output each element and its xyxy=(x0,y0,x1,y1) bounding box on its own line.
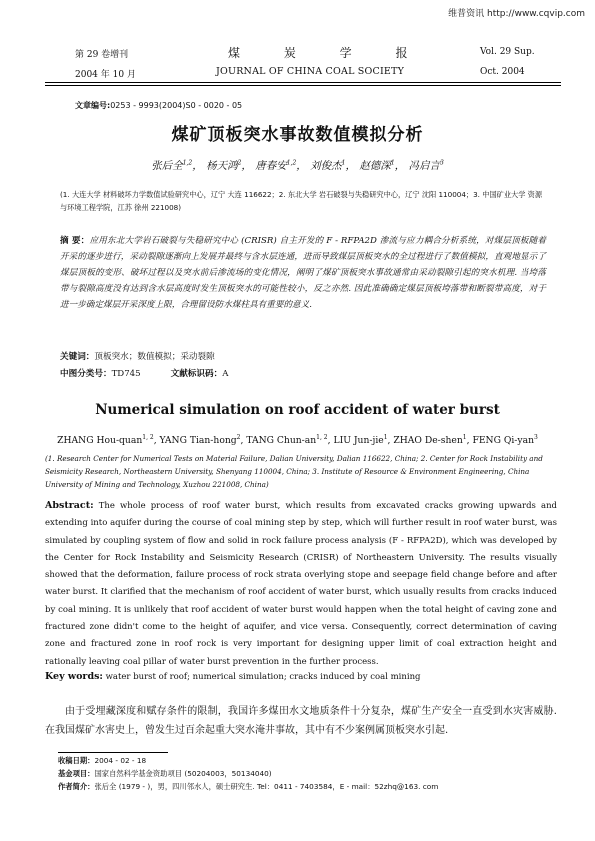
title-en: Numerical simulation on roof accident of water burst xyxy=(95,402,500,418)
keywords-cn: 关键词：顶板突水；数值模拟；采动裂隙 xyxy=(60,352,215,362)
header-volume-en: Vol. 29 Sup. xyxy=(480,47,535,57)
header-journal-cn: 煤 炭 学 报 xyxy=(228,46,428,60)
header-date-en: Oct. 2004 xyxy=(480,67,525,77)
abstract-en xyxy=(45,497,557,671)
header-date-cn: 2004 年 10 月 xyxy=(75,70,136,80)
header-journal-en: JOURNAL OF CHINA COAL SOCIETY xyxy=(216,66,405,77)
authors-en: ZHANG Hou-quan$^{1, 2}$, YANG Tian-hong$^2$, TANG Chun-an$^{1, 2}$, LIU Jun-jie$^1$, ZHAO De-shen$^1$, FENG Qi-yan$^3$ xyxy=(57,434,538,447)
header-volume-cn: 第 29 卷增刊 xyxy=(75,50,129,60)
header-rule-thin xyxy=(45,85,561,86)
header-rule-thick xyxy=(45,82,561,83)
abstract-en-label: Abstract: xyxy=(45,500,94,511)
title-cn: 煤矿顶板突水事故数值模拟分析 xyxy=(171,125,424,145)
footnote-author-bio: 作者简介：张后全 (1979 - )，男，四川邻水人，硕士研究生. Tel：0411 - 7403584，E - mail：52zhq@163. com xyxy=(58,782,439,791)
affiliations-cn: (1. 大连大学 材料破坏力学数值试验研究中心，辽宁 大连 116622；2. 东北大学 岩石破裂与失稳研究中心，辽宁 沈阳 110004；3. 中国矿业大学 资源与环境工程学院，江苏 徐州 221008) xyxy=(60,190,543,212)
footnote-received: 收稿日期：2004 - 02 - 18 xyxy=(58,756,147,765)
abstract-cn xyxy=(60,233,546,313)
authors-cn: 张后全$^{1,2}$， 杨天鸿$^2$， 唐春安$^{1,2}$， 刘俊杰$^1$， 赵德深$^1$， 冯启言$^3$ xyxy=(151,159,444,172)
footnote-funding: 基金项目：国家自然科学基金资助项目 (50204003，50134040) xyxy=(58,769,272,778)
body-paragraph: 由于受埋藏深度和赋存条件的限制，我国许多煤田水文地质条件十分复杂，煤矿生产安全一直受到水灾害威胁. 在我国煤矿水害史上，曾发生过百余起重大突水淹井事故，其中有不少案例属顶板突水引起. xyxy=(45,706,557,736)
abstract-cn-label: 摘 要： xyxy=(60,236,90,246)
keywords-en: Key words: water burst of roof; numerical simulation; cracks induced by coal mining xyxy=(45,671,421,682)
abstract-cn-text: 应用东北大学岩石破裂与失稳研究中心 (CRISR) 自主开发的 F - RFPA2D 渗流与应力耦合分析系统，对煤层顶板随着开采的逐步进行，采动裂隙逐渐向上发展并最终与含水层连通，进而导致煤层顶板突水的全过程进行了数值模拟，直观地显示了煤层顶板的变形、破坏过程以及突水前后渗流场的变化情况，阐明了煤矿顶板突水事故通常由采动裂隙引起的突水机理. 当垮落带与裂隙高度没有达到含水层高度时发生顶板突水的可能性较小，反之亦然. 因此准确确定煤层顶板垮落带和断裂带高度，对于进一步确定煤层开采深度上限，合理留设防水煤柱具有重要的意义. xyxy=(60,236,546,310)
abstract-en-text: The whole process of roof water burst, which results from excavated cracks growing upwards and extending into aquifer during the course of coal mining step by step, which will further result in roof water burst, was simulated by coupling system of flow and solid in rock failure process analysis (F - RFPA2D), which was developed by the Center for Rock Instability and Seismicity Research (CRISR) of Northeastern University. The results visually showed that the deformation, failure process of rock strata overlying stope and seepage field change before and after water burst. It clarified that the mechanism of roof accident of water burst, which usually results from cracks induced by coal mining. It is unlikely that roof accident of water burst would happen when the total height of caving zone and fractured zone didn't come to the height of aquifer, and vice versa. Consequently, correct determination of caving zone and fractured zone in roof rock is very important for designing upper limit of coal extraction height and rationally leaving coal pillar of water burst prevention in the further process. xyxy=(45,501,557,667)
classification: 中图分类号：TD745 文献标识码：A xyxy=(60,369,229,379)
affiliations-en: (1. Research Center for Numerical Tests on Material Failure, Dalian University, Dalian 116622, China; 2. Center for Rock Instability and Seismicity Research, Northeastern University, Shenyang 110004, China; 3. Institute of Resource & Environment Engineering, China University of Mining and Technology, Xuzhou 221008, China) xyxy=(45,454,543,489)
watermark: 维普资讯 http://www.cqvip.com xyxy=(448,9,585,19)
article-number: 文章编号:0253 - 9993(2004)S0 - 0020 - 05 xyxy=(75,101,243,110)
footnote-rule xyxy=(58,752,168,753)
